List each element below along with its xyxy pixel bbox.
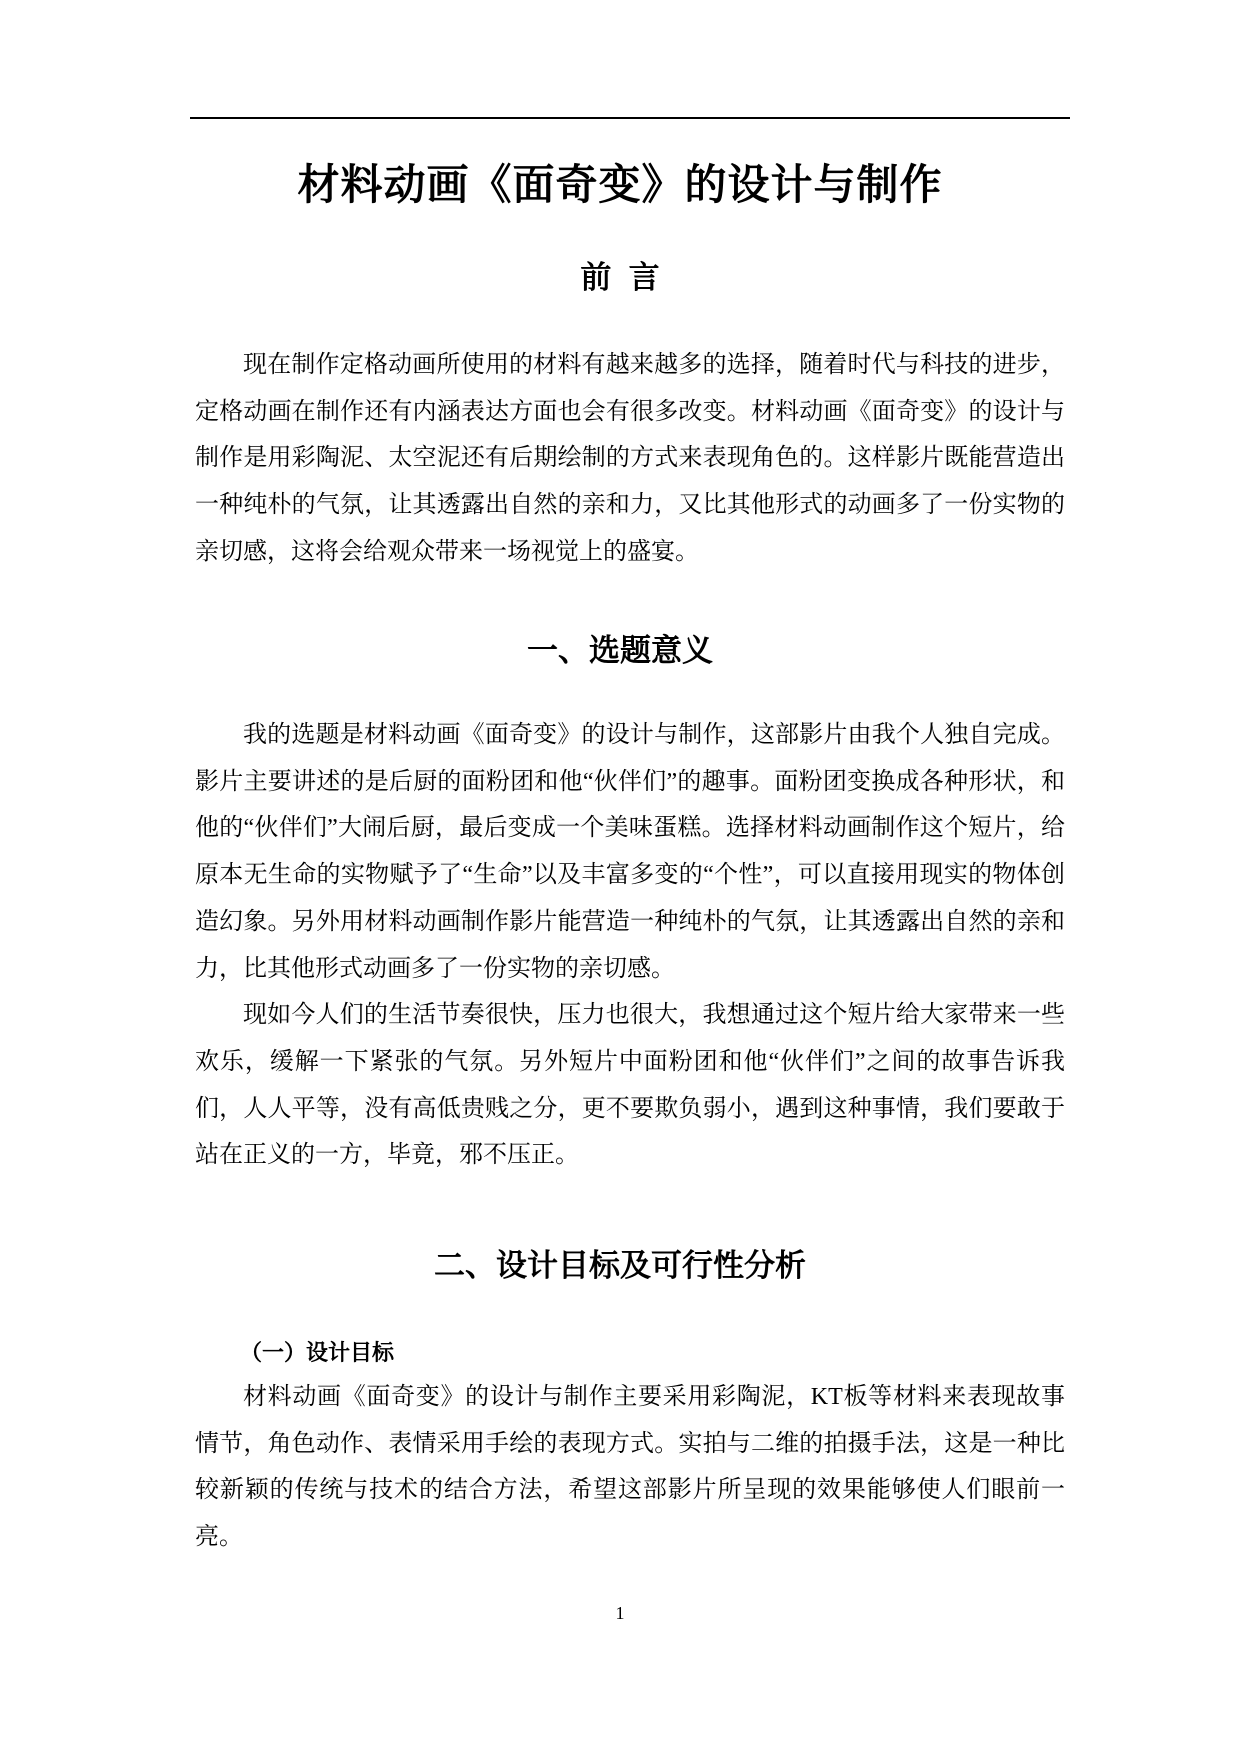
header-rule [190,117,1070,119]
page-number: 1 [615,1603,625,1623]
paragraph: 我的选题是材料动画《面奇变》的设计与制作，这部影片由我个人独自完成。影片主要讲述的是后厨的面粉团和他“伙伴们”的趣事。面粉团变换成各种形状，和他的“伙伴们”大闹后厨，最后变成一个美味蛋糕。选择材料动画制作这个短片，给原本无生命的实物赋予了“生命”以及丰富多变的“个性”，可以直接用现实的物体创造幻象。另外用材料动画制作影片能营造一种纯朴的气氛，让其透露出自然的亲和力，比其他形式动画多了一份实物的亲切感。 [195,722,1065,982]
section-heading: 一、选题意义 [527,633,713,668]
subsection-heading: （一）设计目标 [240,1340,395,1365]
paragraph: 材料动画《面奇变》的设计与制作主要采用彩陶泥，KT板等材料来表现故事情节，角色动作、表情采用手绘的表现方式。实拍与二维的拍摄手法，这是一种比较新颖的传统与技术的结合方法，希望这部影片所呈现的效果能够使人们眼前一亮。 [195,1384,1065,1551]
document-title: 材料动画《面奇变》的设计与制作 [297,161,943,208]
section1-body [195,712,1065,1179]
section-heading: 二、设计目标及可行性分析 [434,1248,806,1283]
subsection-body [195,1374,1065,1561]
paragraph: 现如今人们的生活节奏很快，压力也很大，我想通过这个短片给大家带来一些欢乐，缓解一下紧张的气氛。另外短片中面粉团和他“伙伴们”之间的故事告诉我们，人人平等，没有高低贵贱之分，更不要欺负弱小，遇到这种事情，我们要敢于站在正义的一方，毕竟，邪不压正。 [195,1002,1065,1169]
preface-body [195,342,1065,576]
preface-heading: 前 言 [580,260,660,295]
paragraph: 现在制作定格动画所使用的材料有越来越多的选择，随着时代与科技的进步，定格动画在制作还有内涵表达方面也会有很多改变。材料动画《面奇变》的设计与制作是用彩陶泥、太空泥还有后期绘制的方式来表现角色的。这样影片既能营造出一种纯朴的气氛，让其透露出自然的亲和力，又比其他形式的动画多了一份实物的亲切感，这将会给观众带来一场视觉上的盛宴。 [195,352,1065,565]
